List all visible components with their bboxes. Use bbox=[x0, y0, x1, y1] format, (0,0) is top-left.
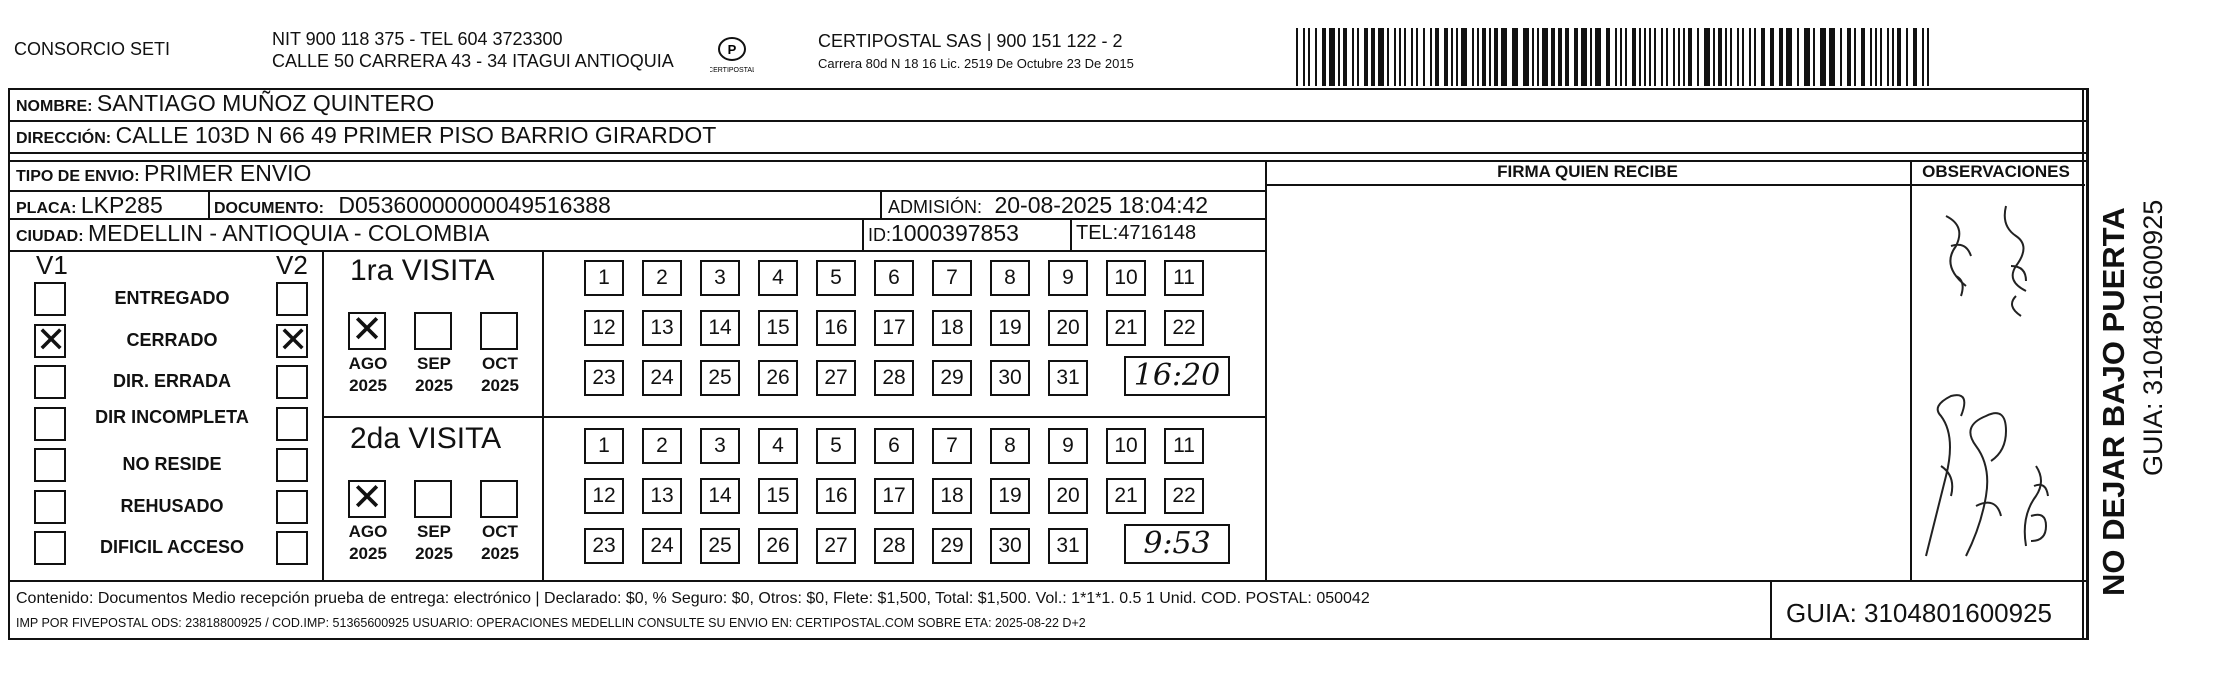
barcode-bar bbox=[1352, 28, 1354, 86]
barcode-bar bbox=[1840, 28, 1842, 86]
barcode-bar bbox=[1847, 28, 1851, 86]
barcode-bar bbox=[1625, 28, 1627, 86]
barcode-bar bbox=[1804, 28, 1810, 86]
barcode-bar bbox=[1797, 28, 1799, 86]
day-box[interactable]: 22 bbox=[1164, 310, 1204, 346]
month-checkbox[interactable] bbox=[414, 312, 452, 350]
row-divider bbox=[10, 250, 1265, 252]
day-box[interactable]: 20 bbox=[1048, 478, 1088, 514]
documento-label: DOCUMENTO: bbox=[214, 200, 324, 217]
day-box[interactable]: 1 bbox=[584, 260, 624, 296]
day-box[interactable]: 10 bbox=[1106, 260, 1146, 296]
tipo-envio-row bbox=[16, 160, 311, 187]
day-box[interactable]: 19 bbox=[990, 478, 1030, 514]
status-option-label: REHUSADO bbox=[120, 495, 224, 516]
day-box[interactable]: 20 bbox=[1048, 310, 1088, 346]
handwritten-time: 16:20 bbox=[1124, 356, 1230, 396]
day-box[interactable]: 23 bbox=[584, 528, 624, 564]
v2-checkbox[interactable] bbox=[276, 448, 308, 482]
barcode-bar bbox=[1875, 28, 1877, 86]
barcode-bar bbox=[1749, 28, 1751, 86]
barcode-bar bbox=[1615, 28, 1617, 86]
barcode-bar bbox=[1394, 28, 1396, 86]
month-checkbox[interactable] bbox=[348, 309, 386, 351]
placa-label: PLACA: bbox=[16, 200, 77, 217]
barcode-bar bbox=[1688, 28, 1692, 86]
tipo-label: TIPO DE ENVIO: bbox=[16, 168, 140, 185]
day-box[interactable]: 10 bbox=[1106, 428, 1146, 464]
barcode-bar bbox=[1558, 28, 1562, 86]
admision-label: ADMISIÓN: bbox=[888, 197, 983, 217]
tel-label: TEL: bbox=[1076, 222, 1119, 244]
barcode-bar bbox=[1477, 28, 1479, 86]
month-label: OCT bbox=[482, 354, 518, 373]
nombre-row bbox=[16, 90, 434, 117]
check-mark-icon: ✕ bbox=[351, 477, 383, 519]
day-box[interactable]: 31 bbox=[1048, 528, 1088, 564]
day-box[interactable]: 14 bbox=[700, 478, 740, 514]
v1-checkbox[interactable] bbox=[34, 282, 66, 316]
status-option-label: DIFICIL ACCESO bbox=[99, 537, 244, 557]
footer-imp-line: IMP POR FIVEPOSTAL ODS: 23818800925 / COD.IMP: 51365600925 USUARIO: OPERACIONES MEDELLIN CONSULTE SU ENVIO EN: CERTIPOSTAL.COM SOBRE ETA: 2025-08-22 D+2 bbox=[16, 616, 1086, 630]
month-label: AGO bbox=[348, 522, 388, 541]
barcode-bar bbox=[1704, 28, 1710, 86]
year-label: 2025 bbox=[415, 376, 453, 395]
barcode-bar bbox=[1378, 28, 1384, 86]
barcode-bar bbox=[1444, 28, 1448, 86]
barcode-bar bbox=[1639, 28, 1641, 86]
footer-guia: GUIA: 3104801600925 bbox=[1786, 598, 2052, 628]
check-mark-icon: ✕ bbox=[351, 309, 383, 351]
day-box[interactable]: 27 bbox=[816, 360, 856, 396]
barcode-bar bbox=[1927, 28, 1929, 86]
month-checkbox[interactable] bbox=[414, 480, 452, 518]
status-option-label: DIR INCOMPLETA bbox=[95, 406, 249, 427]
barcode-bar bbox=[1423, 28, 1425, 86]
v1-checkbox[interactable] bbox=[34, 490, 66, 524]
visit-title-divider bbox=[542, 250, 544, 580]
barcode-bar bbox=[1854, 28, 1856, 86]
day-box[interactable]: 29 bbox=[932, 528, 972, 564]
day-box[interactable]: 28 bbox=[874, 360, 914, 396]
barcode-bar bbox=[1654, 28, 1656, 86]
barcode-bar bbox=[1620, 28, 1622, 86]
day-box[interactable]: 4 bbox=[758, 428, 798, 464]
cell-divider bbox=[880, 190, 882, 218]
handwritten-time: 9:53 bbox=[1124, 524, 1230, 564]
barcode-bar bbox=[1892, 28, 1894, 86]
day-box[interactable]: 12 bbox=[584, 478, 624, 514]
cell-divider bbox=[1070, 218, 1072, 250]
barcode-bar bbox=[1456, 28, 1458, 86]
day-box[interactable]: 7 bbox=[932, 260, 972, 296]
direccion-row bbox=[16, 122, 716, 149]
firma-header: FIRMA QUIEN RECIBE bbox=[1497, 162, 1678, 181]
barcode-bar bbox=[1494, 28, 1498, 86]
barcode-bar bbox=[1678, 28, 1680, 86]
visit-title: 2da VISITA bbox=[350, 422, 502, 455]
documento-cell bbox=[214, 192, 611, 219]
ciudad-cell bbox=[16, 220, 489, 247]
barcode-bar bbox=[1387, 28, 1389, 86]
barcode-bar bbox=[1880, 28, 1882, 86]
barcode-bar bbox=[1343, 28, 1347, 86]
day-box[interactable]: 24 bbox=[642, 528, 682, 564]
barcode-bar bbox=[1512, 28, 1518, 86]
right-border bbox=[2086, 88, 2089, 640]
barcode-bar bbox=[1666, 28, 1668, 86]
barcode-bar bbox=[1737, 28, 1739, 86]
row-divider bbox=[10, 152, 2086, 154]
month-label: SEP bbox=[416, 522, 452, 541]
day-box[interactable]: 22 bbox=[1164, 478, 1204, 514]
side-no-dejar: NO DEJAR BAJO PUERTA bbox=[2096, 207, 2131, 596]
day-box[interactable]: 30 bbox=[990, 360, 1030, 396]
observaciones-header: OBSERVACIONES bbox=[1922, 162, 2070, 181]
day-box[interactable]: 15 bbox=[758, 310, 798, 346]
day-box[interactable]: 30 bbox=[990, 528, 1030, 564]
month-label: AGO bbox=[348, 354, 388, 373]
barcode-bar bbox=[1595, 28, 1601, 86]
day-box[interactable]: 9 bbox=[1048, 260, 1088, 296]
nit-line: NIT 900 118 375 - TEL 604 3723300 bbox=[272, 29, 563, 49]
year-label: 2025 bbox=[415, 544, 453, 563]
barcode-bar bbox=[1870, 28, 1872, 86]
side-divider bbox=[2082, 88, 2084, 640]
certipostal-line: CERTIPOSTAL SAS | 900 151 122 - 2 bbox=[818, 31, 1123, 51]
day-box[interactable]: 6 bbox=[874, 428, 914, 464]
month-checkbox[interactable] bbox=[480, 312, 518, 350]
barcode-bar bbox=[1322, 28, 1326, 86]
v2-checkbox[interactable] bbox=[276, 365, 308, 399]
day-box[interactable]: 25 bbox=[700, 528, 740, 564]
barcode-bar bbox=[1551, 28, 1555, 86]
v2-checkbox[interactable] bbox=[276, 490, 308, 524]
barcode-bar bbox=[1329, 28, 1335, 86]
documento-value: D05360000000049516388 bbox=[338, 192, 611, 218]
barcode-bar bbox=[1537, 28, 1539, 86]
day-box[interactable]: 3 bbox=[700, 428, 740, 464]
ciudad-value: MEDELLIN - ANTIOQUIA - COLOMBIA bbox=[88, 220, 490, 246]
v1-checkbox[interactable] bbox=[34, 448, 66, 482]
placa-value: LKP285 bbox=[80, 192, 163, 218]
barcode-bar bbox=[1718, 28, 1722, 86]
v1-label: V1 bbox=[36, 250, 68, 280]
barcode-bar bbox=[1489, 28, 1491, 86]
barcode-bar bbox=[1590, 28, 1592, 86]
barcode bbox=[1296, 28, 1934, 86]
status-option-label: ENTREGADO bbox=[114, 288, 230, 308]
cell-divider bbox=[208, 190, 210, 218]
day-box[interactable]: 14 bbox=[700, 310, 740, 346]
day-box[interactable]: 15 bbox=[758, 478, 798, 514]
barcode-bar bbox=[1574, 28, 1578, 86]
day-box[interactable]: 5 bbox=[816, 428, 856, 464]
direccion-label: DIRECCIÓN: bbox=[16, 130, 112, 147]
barcode-bar bbox=[1683, 28, 1685, 86]
day-box[interactable]: 4 bbox=[758, 260, 798, 296]
check-mark-icon: ✕ bbox=[36, 318, 67, 360]
barcode-bar bbox=[1922, 28, 1924, 86]
v2-checkbox[interactable] bbox=[276, 282, 308, 316]
barcode-bar bbox=[1813, 28, 1815, 86]
barcode-bar bbox=[1532, 28, 1534, 86]
barcode-bar bbox=[1713, 28, 1715, 86]
year-label: 2025 bbox=[481, 544, 519, 563]
barcode-bar bbox=[1906, 28, 1908, 86]
barcode-bar bbox=[1897, 28, 1901, 86]
day-box[interactable]: 16 bbox=[816, 310, 856, 346]
day-box[interactable]: 19 bbox=[990, 310, 1030, 346]
barcode-bar bbox=[1435, 28, 1439, 86]
company-name: CONSORCIO SETI bbox=[14, 39, 171, 59]
v2-checkbox[interactable] bbox=[276, 318, 309, 360]
day-box[interactable]: 18 bbox=[932, 310, 972, 346]
barcode-bar bbox=[1357, 28, 1359, 86]
tipo-value: PRIMER ENVIO bbox=[144, 160, 312, 186]
barcode-bar bbox=[1786, 28, 1792, 86]
barcode-bar bbox=[1565, 28, 1569, 86]
barcode-bar bbox=[1725, 28, 1727, 86]
v2-label: V2 bbox=[276, 250, 308, 280]
barcode-bar bbox=[1472, 28, 1474, 86]
v2-checkbox[interactable] bbox=[276, 531, 308, 565]
barcode-bar bbox=[1315, 28, 1317, 86]
cell-divider bbox=[862, 218, 864, 250]
month-label: OCT bbox=[482, 522, 518, 541]
day-box[interactable]: 18 bbox=[932, 478, 972, 514]
day-box[interactable]: 9 bbox=[1048, 428, 1088, 464]
barcode-bar bbox=[1820, 28, 1826, 86]
barcode-bar bbox=[1913, 28, 1917, 86]
barcode-bar bbox=[1296, 28, 1298, 86]
barcode-bar bbox=[1673, 28, 1675, 86]
footer-divider bbox=[10, 580, 2086, 582]
barcode-bar bbox=[1542, 28, 1548, 86]
v2-checkbox[interactable] bbox=[276, 407, 308, 441]
year-label: 2025 bbox=[349, 376, 387, 395]
day-box[interactable]: 2 bbox=[642, 260, 682, 296]
check-mark-icon: ✕ bbox=[278, 318, 309, 360]
barcode-bar bbox=[1779, 28, 1783, 86]
status-option-label: NO RESIDE bbox=[122, 454, 222, 474]
barcode-bar bbox=[1644, 28, 1646, 86]
barcode-bar bbox=[1371, 28, 1375, 86]
barcode-bar bbox=[1501, 28, 1507, 86]
day-box[interactable]: 1 bbox=[584, 428, 624, 464]
barcode-bar bbox=[1887, 28, 1889, 86]
day-box[interactable]: 13 bbox=[642, 310, 682, 346]
v1-checkbox[interactable] bbox=[34, 365, 66, 399]
barcode-bar bbox=[1416, 28, 1418, 86]
v1-checkbox[interactable] bbox=[34, 318, 67, 360]
footer-divider-v bbox=[1770, 580, 1772, 640]
month-checkbox[interactable] bbox=[348, 477, 386, 519]
barcode-bar bbox=[1430, 28, 1432, 86]
year-label: 2025 bbox=[349, 544, 387, 563]
barcode-bar bbox=[1461, 28, 1467, 86]
nombre-label: NOMBRE: bbox=[16, 98, 93, 115]
id-value: 1000397853 bbox=[891, 220, 1019, 246]
day-box[interactable]: 29 bbox=[932, 360, 972, 396]
barcode-bar bbox=[1451, 28, 1453, 86]
barcode-bar bbox=[1364, 28, 1368, 86]
day-box[interactable]: 11 bbox=[1164, 260, 1204, 296]
day-box[interactable]: 26 bbox=[758, 528, 798, 564]
status-divider bbox=[322, 250, 324, 580]
day-box[interactable]: 17 bbox=[874, 310, 914, 346]
day-box[interactable]: 12 bbox=[584, 310, 624, 346]
year-label: 2025 bbox=[481, 376, 519, 395]
day-box[interactable]: 13 bbox=[642, 478, 682, 514]
handwritten-signature bbox=[1916, 186, 2080, 576]
barcode-bar bbox=[1697, 28, 1699, 86]
day-box[interactable]: 6 bbox=[874, 260, 914, 296]
barcode-bar bbox=[1523, 28, 1529, 86]
barcode-bar bbox=[1411, 28, 1413, 86]
barcode-bar bbox=[1338, 28, 1340, 86]
barcode-bar bbox=[1606, 28, 1610, 86]
day-box[interactable]: 25 bbox=[700, 360, 740, 396]
barcode-bar bbox=[1829, 28, 1835, 86]
logo-text: CERTIPOSTAL bbox=[710, 67, 754, 74]
v1-checkbox[interactable] bbox=[34, 531, 66, 565]
obs-left-border bbox=[1910, 160, 1912, 580]
tel-value: 4716148 bbox=[1118, 222, 1197, 244]
day-box[interactable]: 26 bbox=[758, 360, 798, 396]
day-box[interactable]: 28 bbox=[874, 528, 914, 564]
day-box[interactable]: 7 bbox=[932, 428, 972, 464]
footer-contenido: Contenido: Documentos Medio recepción prueba de entrega: electrónico | Declarado: $0, % Seguro: $0, Otros: $0, Flete: $1,500, Total: $1,500. Vol.: 1*1*1. 0.5 1 Unid. COD. POSTAL: 050042 bbox=[16, 590, 1370, 607]
admision-value: 20-08-2025 18:04:42 bbox=[994, 192, 1209, 218]
day-box[interactable]: 31 bbox=[1048, 360, 1088, 396]
id-cell bbox=[868, 220, 1019, 247]
status-option-label: CERRADO bbox=[126, 329, 218, 350]
day-box[interactable]: 16 bbox=[816, 478, 856, 514]
month-checkbox[interactable] bbox=[480, 480, 518, 518]
day-box[interactable]: 5 bbox=[816, 260, 856, 296]
barcode-bar bbox=[1399, 28, 1401, 86]
barcode-bar bbox=[1661, 28, 1663, 86]
barcode-bar bbox=[1761, 28, 1765, 86]
svg-text:P: P bbox=[727, 42, 737, 57]
day-box[interactable]: 23 bbox=[584, 360, 624, 396]
address-line: CALLE 50 CARRERA 43 - 34 ITAGUI ANTIOQUIA bbox=[272, 51, 674, 71]
certipostal-logo bbox=[710, 32, 754, 76]
day-box[interactable]: 24 bbox=[642, 360, 682, 396]
barcode-bar bbox=[1308, 28, 1310, 86]
status-option-label: DIR. ERRADA bbox=[112, 371, 231, 391]
barcode-bar bbox=[1632, 28, 1636, 86]
barcode-bar bbox=[1770, 28, 1774, 86]
barcode-bar bbox=[1649, 28, 1651, 86]
day-box[interactable]: 21 bbox=[1106, 310, 1146, 346]
id-label: ID: bbox=[868, 225, 892, 245]
ciudad-label: CIUDAD: bbox=[16, 228, 84, 245]
license-line: Carrera 80d N 18 16 Lic. 2519 De Octubre 23 De 2015 bbox=[818, 56, 1134, 71]
tel-cell bbox=[1076, 222, 1196, 245]
barcode-bar bbox=[1482, 28, 1486, 86]
day-box[interactable]: 27 bbox=[816, 528, 856, 564]
day-box[interactable]: 17 bbox=[874, 478, 914, 514]
day-box[interactable]: 8 bbox=[990, 428, 1030, 464]
barcode-bar bbox=[1730, 28, 1732, 86]
direccion-value: CALLE 103D N 66 49 PRIMER PISO BARRIO GIRARDOT bbox=[115, 122, 717, 148]
placa-cell bbox=[16, 192, 163, 219]
day-box[interactable]: 21 bbox=[1106, 478, 1146, 514]
month-label: SEP bbox=[416, 354, 452, 373]
barcode-bar bbox=[1742, 28, 1744, 86]
barcode-bar bbox=[1754, 28, 1756, 86]
firma-left-border bbox=[1265, 160, 1267, 580]
visit-title: 1ra VISITA bbox=[350, 254, 495, 287]
barcode-bar bbox=[1404, 28, 1406, 86]
v1-checkbox[interactable] bbox=[34, 407, 66, 441]
day-box[interactable]: 8 bbox=[990, 260, 1030, 296]
barcode-bar bbox=[1303, 28, 1305, 86]
side-guia: GUIA: 3104801600925 bbox=[2138, 199, 2168, 476]
visit-divider bbox=[322, 416, 1265, 418]
day-box[interactable]: 2 bbox=[642, 428, 682, 464]
day-box[interactable]: 11 bbox=[1164, 428, 1204, 464]
day-box[interactable]: 3 bbox=[700, 260, 740, 296]
barcode-bar bbox=[1861, 28, 1865, 86]
admision-cell bbox=[888, 192, 1208, 219]
barcode-bar bbox=[1581, 28, 1587, 86]
nombre-value: SANTIAGO MUÑOZ QUINTERO bbox=[96, 90, 435, 116]
